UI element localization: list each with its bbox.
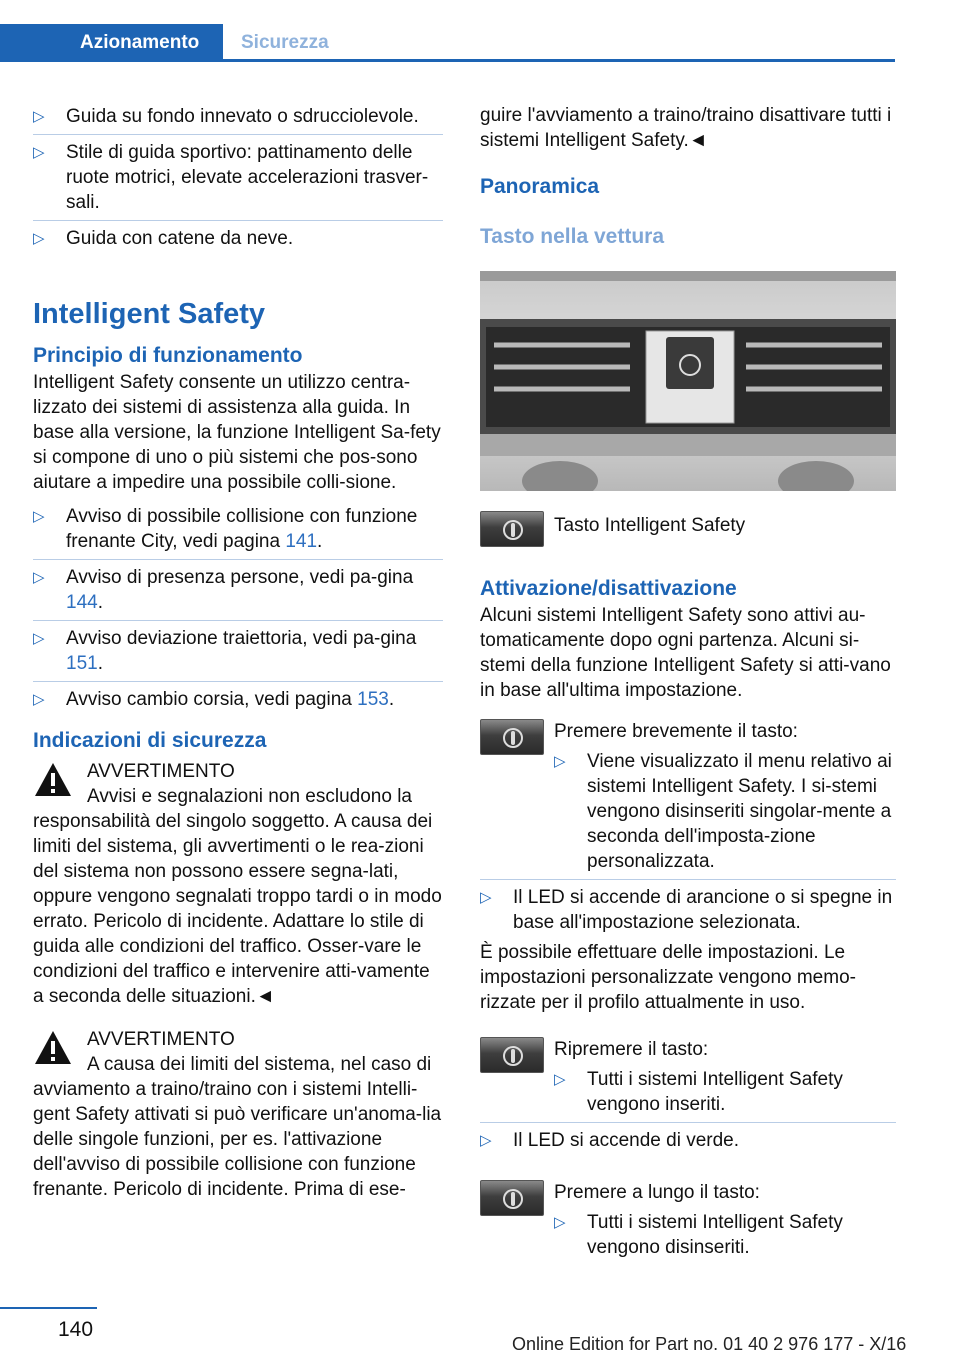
warning-title: AVVERTIMENTO bbox=[87, 761, 235, 782]
warning-triangle-icon bbox=[33, 761, 73, 799]
list-item: ▷ Guida su fondo innevato o sdrucciolevole. bbox=[33, 99, 443, 135]
list-item: ▷ Avviso di presenza persone, vedi pa-gina 144. bbox=[33, 560, 443, 621]
triangle-right-icon: ▷ bbox=[480, 889, 492, 906]
triangle-right-icon: ▷ bbox=[33, 230, 45, 247]
left-column bbox=[33, 99, 443, 1202]
triangle-right-icon: ▷ bbox=[33, 508, 45, 525]
page-number: 140 bbox=[58, 1318, 94, 1341]
triangle-right-icon: ▷ bbox=[33, 144, 45, 161]
activation-text: Alcuni sistemi Intelligent Safety sono attivi au-tomaticamente dopo ogni partenza. Alcuni si-stemi della funzione Intelligent Safety si atti-vano in base all'ultima impostazione. bbox=[480, 605, 891, 701]
safety-title: Indicazioni di sicurezza bbox=[33, 729, 267, 752]
right-column bbox=[480, 103, 896, 1265]
page-link[interactable]: 144 bbox=[66, 592, 98, 613]
list-item: ▷ Avviso cambio corsia, vedi pagina 153. bbox=[33, 689, 395, 710]
header-tab-active: Azionamento bbox=[0, 24, 223, 62]
triangle-right-icon: ▷ bbox=[33, 630, 45, 647]
list-item: ▷ Il LED si accende di verde. bbox=[480, 1122, 896, 1158]
triangle-right-icon: ▷ bbox=[33, 569, 45, 586]
list-item: ▷ Tutti i sistemi Intelligent Safety vengono inseriti. bbox=[554, 1069, 843, 1115]
triangle-right-icon: ▷ bbox=[33, 691, 45, 708]
warning-text: A causa dei limiti del sistema, nel caso di avviamento a traino/traino con i sistemi Intelli-gent Safety attivati si può verificare un'anoma-lia delle singole funzioni, per es. l'attivazione dell'avviso di possibile collisione con funzione frenante. Pericolo di incidente. Prima di ese- bbox=[33, 1054, 442, 1200]
list-item: ▷ Viene visualizzato il menu relativo ai sistemi Intelligent Safety. I si-stemi vengono disinseriti singolar-mente a seconda dell'imposta-zione personalizzata. bbox=[554, 751, 892, 872]
triangle-right-icon: ▷ bbox=[33, 108, 45, 125]
page-link[interactable]: 151 bbox=[66, 653, 98, 674]
press-again-label: Ripremere il tasto: bbox=[554, 1039, 709, 1060]
press-long-block bbox=[480, 1180, 896, 1265]
list-item: ▷ Stile di guida sportivo: pattinamento delle ruote motrici, elevate accelerazioni trasver-sali. bbox=[33, 135, 443, 221]
list-item: ▷ Avviso deviazione traiettoria, vedi pa-gina 151. bbox=[33, 621, 443, 682]
warning-text: Avvisi e segnalazioni non escludono la responsabilità del singolo soggetto. A causa dei limiti del sistema, gli avvertimenti o le rea-zioni del sistema non possono essere segna-lati, oppure vengono segnalati troppo tardi o in modo errato. Pericolo di incidente. Adattare lo stile di guida alle condizioni del traffico. Osser-vare le condizioni del traffico e intervenire atti-vamente a seconda delle situazioni.◄ bbox=[33, 786, 442, 1007]
button-caption: Tasto Intelligent Safety bbox=[554, 515, 746, 536]
warning-block bbox=[33, 755, 443, 1009]
activation-title: Attivazione/disattivazione bbox=[480, 577, 737, 600]
header-rule bbox=[0, 59, 895, 62]
press-short-label: Premere brevemente il tasto: bbox=[554, 721, 798, 742]
page-link[interactable]: 141 bbox=[285, 531, 318, 552]
intelligent-safety-button-icon bbox=[480, 511, 544, 547]
edition-footer: Online Edition for Part no. 01 40 2 976 177 - X/16 bbox=[512, 1334, 907, 1354]
vehicle-button-photo bbox=[480, 271, 896, 491]
warning-triangle-icon bbox=[33, 1029, 73, 1067]
page-link[interactable]: 153 bbox=[357, 689, 389, 710]
principle-title: Principio di funzionamento bbox=[33, 344, 303, 367]
page-number-rule bbox=[0, 1307, 97, 1309]
button-title: Tasto nella vettura bbox=[480, 225, 664, 248]
dashboard-vent-illustration bbox=[480, 271, 896, 491]
warning-block bbox=[33, 1023, 443, 1202]
press-again-block bbox=[480, 1037, 896, 1122]
header-tab-inactive: Sicurezza bbox=[241, 32, 329, 53]
triangle-right-icon: ▷ bbox=[554, 1214, 566, 1231]
list-item: ▷ Il LED si accende di arancione o si spegne in base all'impostazione selezionata. bbox=[480, 879, 896, 940]
feature-list bbox=[33, 499, 443, 717]
warning-title: AVVERTIMENTO bbox=[87, 1029, 235, 1050]
intelligent-safety-button-icon bbox=[480, 1180, 544, 1216]
list-item: ▷ Guida con catene da neve. bbox=[33, 228, 294, 249]
list-item: ▷ Avviso di possibile collisione con funzione frenante City, vedi pagina 141. bbox=[33, 499, 443, 560]
settings-text: È possibile effettuare delle impostazioni. Le impostazioni personalizzate vengono memo-rizzate per il profilo attualmente in uso. bbox=[480, 942, 856, 1013]
principle-text: Intelligent Safety consente un utilizzo centra-lizzato dei sistemi di assistenza alla guida. In base alla versione, la funzione Intelligent Sa-fety si compone di uno o più sistemi che pos-sono aiutare a impedire una possibile colli-sione. bbox=[33, 372, 441, 493]
list-item: ▷ Tutti i sistemi Intelligent Safety vengono disinseriti. bbox=[554, 1212, 843, 1258]
press-short-block bbox=[480, 719, 896, 879]
triangle-right-icon: ▷ bbox=[480, 1132, 492, 1149]
section-title: Intelligent Safety bbox=[33, 298, 266, 330]
intelligent-safety-button-icon bbox=[480, 719, 544, 755]
overview-title: Panoramica bbox=[480, 175, 600, 198]
intelligent-safety-button-icon bbox=[480, 1037, 544, 1073]
continued-text: guire l'avviamento a traino/traino disattivare tutti i sistemi Intelligent Safety.◄ bbox=[480, 105, 892, 151]
triangle-right-icon: ▷ bbox=[554, 1071, 566, 1088]
press-long-label: Premere a lungo il tasto: bbox=[554, 1182, 760, 1203]
triangle-right-icon: ▷ bbox=[554, 753, 566, 770]
button-caption-row bbox=[480, 511, 896, 551]
